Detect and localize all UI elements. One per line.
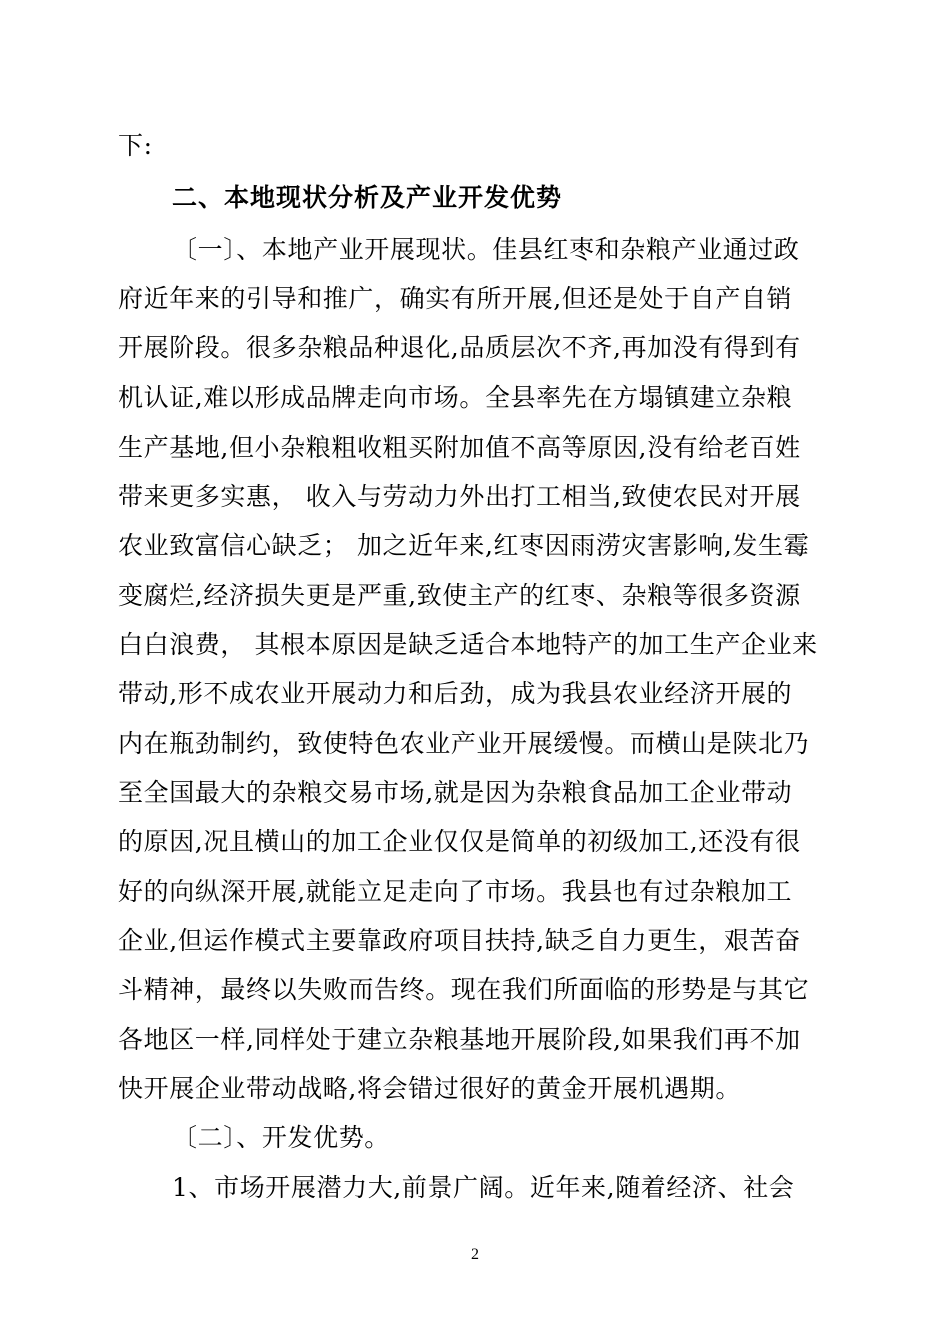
paragraph-line: 斗精神，最终以失败而告终。现在我们所面临的形势是与其它 (118, 975, 810, 1004)
paragraph-line: 生产基地,但小杂粮粗收粗买附加值不高等原因,没有给老百姓 (118, 433, 801, 462)
paragraph-line: 好的向纵深开展,就能立足走向了市场。我县也有过杂粮加工 (118, 877, 793, 906)
point-line: 1、市场开展潜力大,前景广阔。近年来,随着经济、社会 (172, 1173, 795, 1202)
paragraph-line: 农业致富信心缺乏； 加之近年来,红枣因雨涝灾害影响,发生霉 (118, 531, 810, 560)
paragraph-line: 带来更多实惠， 收入与劳动力外出打工相当,致使农民对开展 (118, 482, 801, 511)
paragraph-line: 开展阶段。很多杂粮品种退化,品质层次不齐,再加没有得到有 (118, 333, 801, 362)
paragraph-line: 企业,但运作模式主要靠政府项目扶持,缺乏自力更生，艰苦奋 (118, 926, 801, 955)
paragraph-line: 机认证,难以形成品牌走向市场。全县率先在方塌镇建立杂粮 (118, 383, 793, 412)
paragraph-line: 府近年来的引导和推广，确实有所开展,但还是处于自产自销 (118, 284, 793, 313)
paragraph-line: 各地区一样,同样处于建立杂粮基地开展阶段,如果我们再不加 (118, 1025, 801, 1054)
paragraph-line: 至全国最大的杂粮交易市场,就是因为杂粮食品加工企业带动 (118, 778, 793, 807)
page-number: 2 (471, 1246, 479, 1263)
paragraph-line: 〔一〕、本地产业开展现状。佳县红枣和杂粮产业通过政 (172, 235, 800, 264)
paragraph-line: 带动,形不成农业开展动力和后劲，成为我县农业经济开展的 (118, 679, 793, 708)
paragraph-line: 内在瓶劲制约，致使特色农业产业开展缓慢。而横山是陕北乃 (118, 729, 810, 758)
subheading: 〔二〕、开发优势。 (172, 1123, 390, 1152)
paragraph-line: 变腐烂,经济损失更是严重,致使主产的红枣、杂粮等很多资源 (118, 581, 801, 610)
paragraph-line: 快开展企业带动战略,将会错过很好的黄金开展机遇期。 (118, 1074, 741, 1103)
continuation-text: 下: (118, 131, 153, 160)
paragraph-line: 白白浪费， 其根本原因是缺乏适合本地特产的加工生产企业来 (118, 630, 818, 659)
section-heading: 二、本地现状分析及产业开发优势 (172, 183, 563, 212)
paragraph-line: 的原因,况且横山的加工企业仅仅是简单的初级加工,还没有很 (118, 827, 801, 856)
